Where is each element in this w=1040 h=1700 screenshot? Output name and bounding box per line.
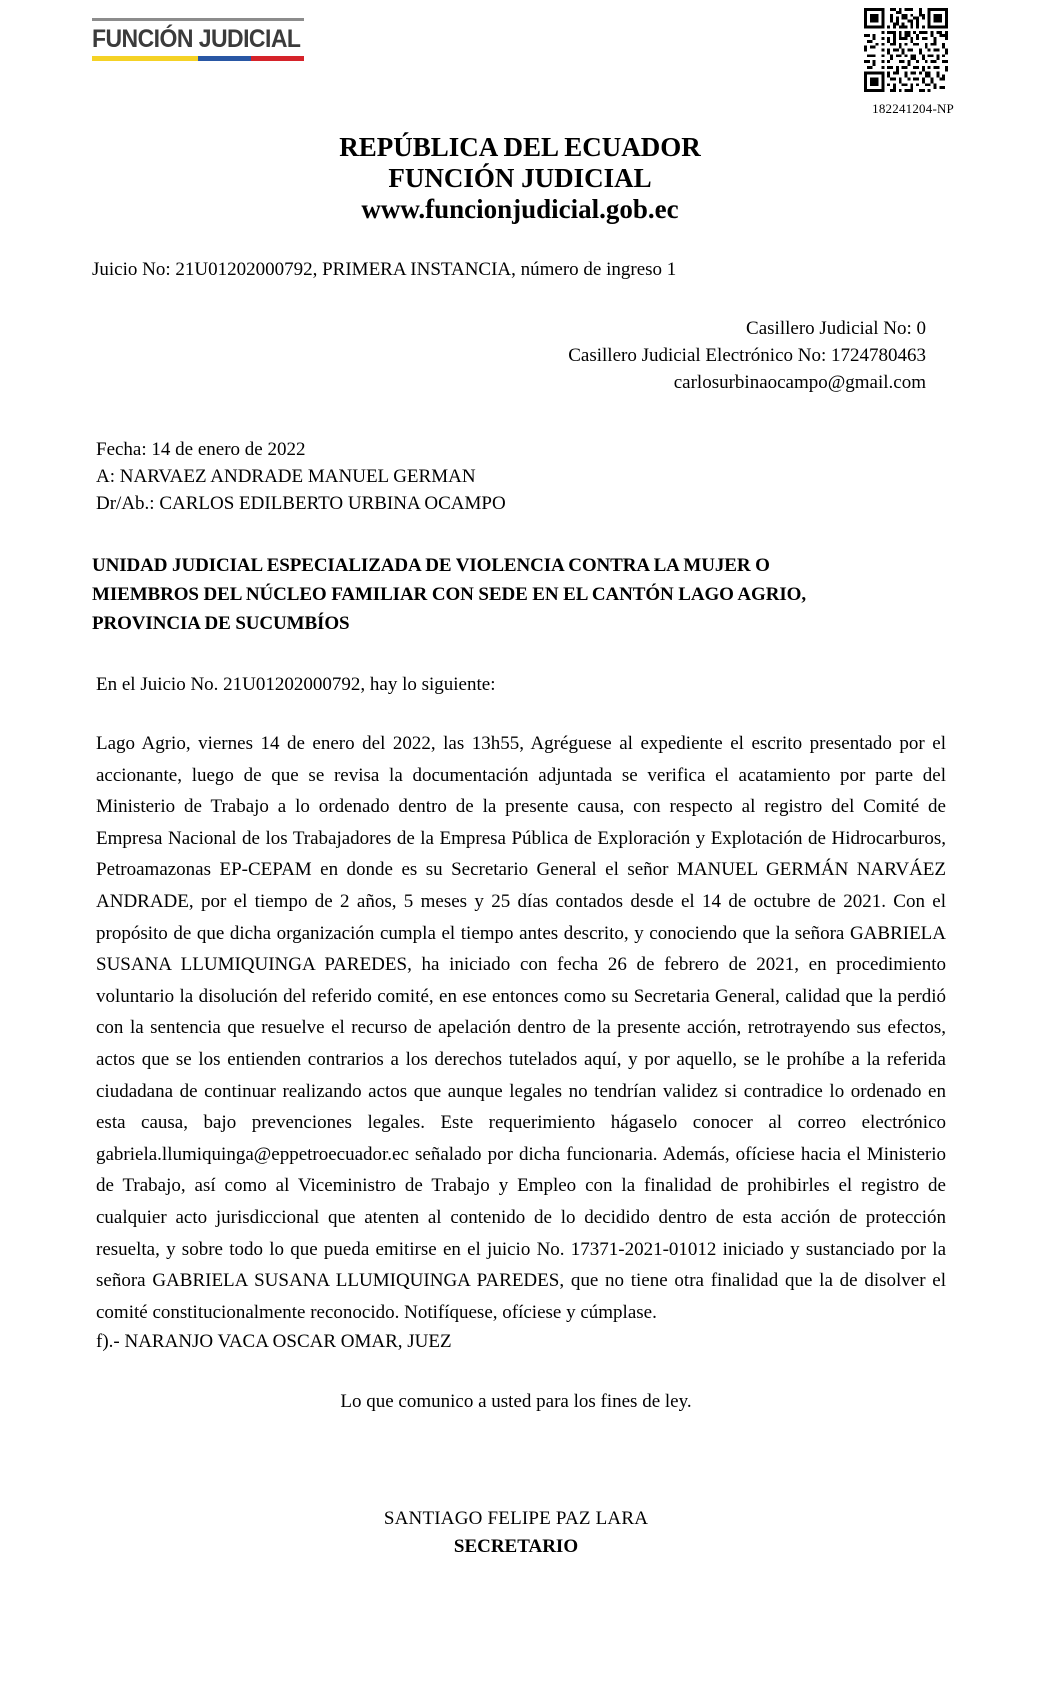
closing-note: Lo que comunico a usted para los fines de ley. xyxy=(340,1391,692,1413)
secretary-signature-block xyxy=(92,1505,948,1561)
casillero-electronico: Casillero Judicial Electrónico No: 1724780463 xyxy=(568,345,926,366)
intro-line: En el Juicio No. 21U01202000792, hay lo siguiente: xyxy=(96,674,496,695)
judicial-unit-line-3: PROVINCIA DE SUCUMBÍOS xyxy=(92,613,350,634)
qr-reference-number: 182241204-NP xyxy=(872,101,954,116)
case-number-line: Juicio No: 21U01202000792, PRIMERA INSTANCIA, número de ingreso 1 xyxy=(92,259,677,280)
judicial-unit-line-1: UNIDAD JUDICIAL ESPECIALIZADA DE VIOLENCIA CONTRA LA MUJER O xyxy=(92,555,770,576)
document-content xyxy=(0,257,1040,1561)
secretary-role: SECRETARIO xyxy=(453,1536,579,1558)
judicial-unit-heading xyxy=(92,551,948,638)
ecuador-flag-bar xyxy=(92,56,304,61)
resolution-text: Lago Agrio, viernes 14 de enero del 2022, las 13h55, Agréguese al expediente el escrito presentado por el accionante, luego de que se revisa la documentación adjuntada se verifica el acatamiento por parte del Ministerio de Trabajo a lo ordenado dentro de la presente causa, con respecto al registro del Comité de Empresa Nacional de los Trabajadores de la Empresa Pública de Exploración y Explotación de Hidrocarburos, Petroamazonas EP-CEPAM en donde es su Secretario General el señor MANUEL GERMÁN NARVÁEZ ANDRADE, por el tiempo de 2 años, 5 meses y 25 días contados desde el 14 de octubre de 2021. Con el propósito de que dicha organización cumpla el tiempo antes descrito, y conociendo que la señora GABRIELA SUSANA LLUMIQUINGA PAREDES, ha iniciado con fecha 26 de febrero de 2021, en procedimiento voluntario la disolución del referido comité, en ese entonces como su Secretaria General, calidad que la perdió con la sentencia que resuelve el recurso de apelación dentro de la presente acción, retrotrayendo sus efectos, actos que se los entienden contrarios a los derechos tutelados aquí, y por aquello, se le prohíbe a la referida ciudadana de continuar realizando actos que aunque legales no tendrían validez si contradice lo ordenado en esta causa, bajo prevenciones legales. Este requerimiento hágaselo conocer al correo electrónico gabriela.llumiquinga@eppetroecuador.ec señalado por dicha funcionaria. Además, ofíciese hacia el Ministerio de Trabajo, así como al Viceministro de Trabajo y Empleo con la finalidad de prohibirles el registro de cualquier acto jurisdiccional que atenten al contenido de lo decidido dentro de esta acción de protección resuelta, y sobre todo lo que pueda emitirse en el juicio No. 17371-2021-01012 iniciado y sustanciado por la señora GABRIELA SUSANA LLUMIQUINGA PAREDES, que no tiene otra finalidad que la de disolver el comité constitucionalmente reconocido. Notifíquese, ofíciese y cúmplase. xyxy=(96,733,946,1323)
casillero-block xyxy=(92,315,948,396)
judge-signature-line: f).- NARANJO VACA OSCAR OMAR, JUEZ xyxy=(96,1331,452,1353)
qr-code-block xyxy=(864,8,954,117)
title-line-republic: REPÚBLICA DEL ECUADOR xyxy=(339,132,701,162)
flag-stripe-red xyxy=(251,56,304,61)
secretary-name: SANTIAGO FELIPE PAZ LARA xyxy=(383,1508,649,1530)
casillero-email: carlosurbinaocampo@gmail.com xyxy=(673,372,926,393)
casillero-judicial: Casillero Judicial No: 0 xyxy=(746,318,926,339)
judicial-unit-line-2: MIEMBROS DEL NÚCLEO FAMILIAR CON SEDE EN EL CANTÓN LAGO AGRIO, xyxy=(92,584,806,605)
qr-code-icon xyxy=(864,8,948,92)
document-header xyxy=(0,0,1040,118)
recipient-lawyer: Dr/Ab.: CARLOS EDILBERTO URBINA OCAMPO xyxy=(96,493,506,514)
title-line-function: FUNCIÓN JUDICIAL xyxy=(388,163,652,193)
flag-stripe-yellow xyxy=(92,56,198,61)
document-date: Fecha: 14 de enero de 2022 xyxy=(96,439,306,460)
recipient-name: A: NARVAEZ ANDRADE MANUEL GERMAN xyxy=(96,466,476,487)
recipient-block xyxy=(92,436,948,517)
logo-top-rule xyxy=(92,18,304,21)
logo-wordmark: FUNCIÓN JUDICIAL xyxy=(92,25,301,53)
title-line-website: www.funcionjudicial.gob.ec xyxy=(361,194,679,224)
flag-stripe-blue xyxy=(198,56,251,61)
funcion-judicial-logo xyxy=(92,18,304,61)
document-title xyxy=(0,132,1040,225)
